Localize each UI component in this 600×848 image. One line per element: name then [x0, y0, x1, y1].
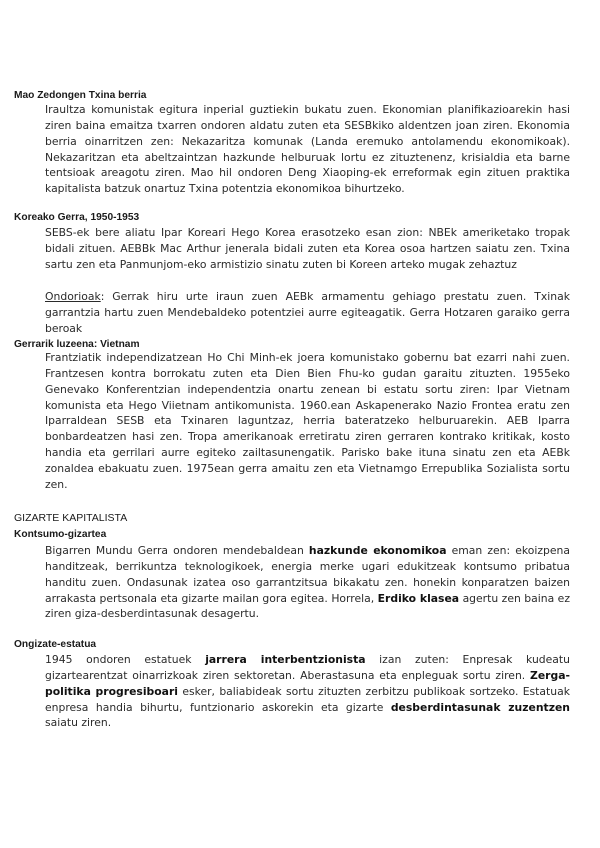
bold-term-tax-policy: Zerga-politika progresiboari	[45, 668, 570, 698]
text-run: izan zuten: Enpresak kudeatu gizartearentzat oinarrizkoak ziren sektoretan. Aberastasuna eta enpleguak sortu ziren.	[45, 653, 570, 682]
section-title-korea: Koreako Gerra, 1950-1953	[14, 212, 140, 223]
section-title-welfare: Ongizate-estatua	[14, 639, 97, 650]
text-run: Bigarren Mundu Gerra ondoren mendebaldean	[45, 544, 309, 557]
bold-term-middle-class: Erdiko klasea	[377, 591, 460, 605]
capitalist-society-heading: GIZARTE KAPITALISTA	[14, 512, 128, 524]
text-run: 1945 ondoren estatuek	[45, 653, 206, 666]
section-title-mao: Mao Zedongen Txina berria	[14, 90, 147, 101]
paragraph-korea-consequences	[45, 289, 570, 337]
paragraph-mao: Iraultza komunistak egitura inperial guztiekin bukatu zuen. Ekonomian planifikazioarekin hasi ziren baina emaitza txarren ondoren aldatu zuten eta SESBkiko aldentzen joan ziren. Ekonomia berria oinarritzen zen: Nekazaritza komunak (Landa eremuko antolamendu ekonomikoak). Nekazaritzan eta abeltzaintzan hazkunde helburuak lortu ez zituztenenz, krisialdia eta barne tentsioak areagotu ziren. Mao hil ondoren Deng Xiaoping-ek erreformak egin zituen praktika kapitalista batzuk onartuz Txina potentzia ekonomikoa bihurtzeko.	[45, 103, 570, 196]
bold-term-interventionist: jarrera interbentzionista	[205, 653, 366, 666]
text-run: eman zen: ekoizpena handitzeak, berrikuntza teknologikoek, energia merke ugari edukitzeak kontsumo pribatua handitu zuen. Ondasunak izatea oso garrantzitsua bikakatu zen. honekin konparatzen baizen arrakasta pertsonala eta gizarte mailan gora egitea. Horrela,	[45, 544, 570, 605]
text-run: saiatu ziren.	[45, 716, 112, 730]
consequences-label: Ondorioak	[45, 290, 101, 303]
paragraph-korea: SEBS-ek bere aliatu Ipar Koreari Hego Korea erasotzeko esan zion: NBEk ameriketako tropak bidali zituen. AEBBk Mac Arthur jenerala bidali zuten eta Korea osoa hartzen saiatu zen. Txina sartu zen eta Panmunjom-eko armistizio sinatu zuten bi Koreen arteko mugak zehaztuz	[45, 226, 570, 271]
consequences-text: : Gerrak hiru urte iraun zuen AEBk armamentu gehiago prestatu zuen. Txinak garrantzia hartu zuen Mendebaldeko potentziei aurre egiteagatik. Gerra Hotzaren garaiko gerra beroak	[45, 290, 570, 335]
bold-term-inequalities: desberdintasunak zuzentzen	[390, 700, 570, 714]
section-title-vietnam: Gerrarik luzeena: Vietnam	[14, 339, 140, 350]
bold-term-economic-growth: hazkunde ekonomikoa	[308, 544, 447, 557]
text-run: esker, baliabideak sortu zituzten zerbitzu publikoak sortzeko. Estatuak enpresa handia bihurtu, funtzionario askorekin eta gizarte	[45, 684, 570, 714]
text-run: agertu zen baina ez ziren giza-desberdintasunak desagertu.	[45, 591, 570, 621]
paragraph-consumer	[45, 543, 570, 622]
paragraph-vietnam: Frantziatik independizatzean Ho Chi Minh-ek joera komunistako gobernu bat ezarri nahi zuen. Frantzesen kontra borrokatu zuten eta Dien Bien Fhu-ko gudan garaitu zituzten. 1955eko Genevako Konferentzian independentzia onartu zenean bi estatu sortu ziren: Ipar Vietnam komunista eta Hego Viietnam antikomunista. 1960.ean Askapenerako Nazio Frontea eratu zen Iparraldean SESB eta Txinaren laguntzaz, herria bateratzeko helburuarekin. AEB Iparra bonbardeatzen hasi zen. Tropa amerikanoak erretiratu ziren gerraren kontrako kritikak, kosto handia eta gerrilari aurre egiteko zailtasunengatik. Parisko bake ituna sinatu zen eta AEBk zonaldea ebakuatu zuen. 1975ean gerra amaitu zen eta Vietnamgo Errepublika Sozialista sortu zen.	[45, 351, 570, 491]
section-title-consumer: Kontsumo-gizartea	[14, 529, 107, 540]
paragraph-welfare	[45, 652, 570, 731]
